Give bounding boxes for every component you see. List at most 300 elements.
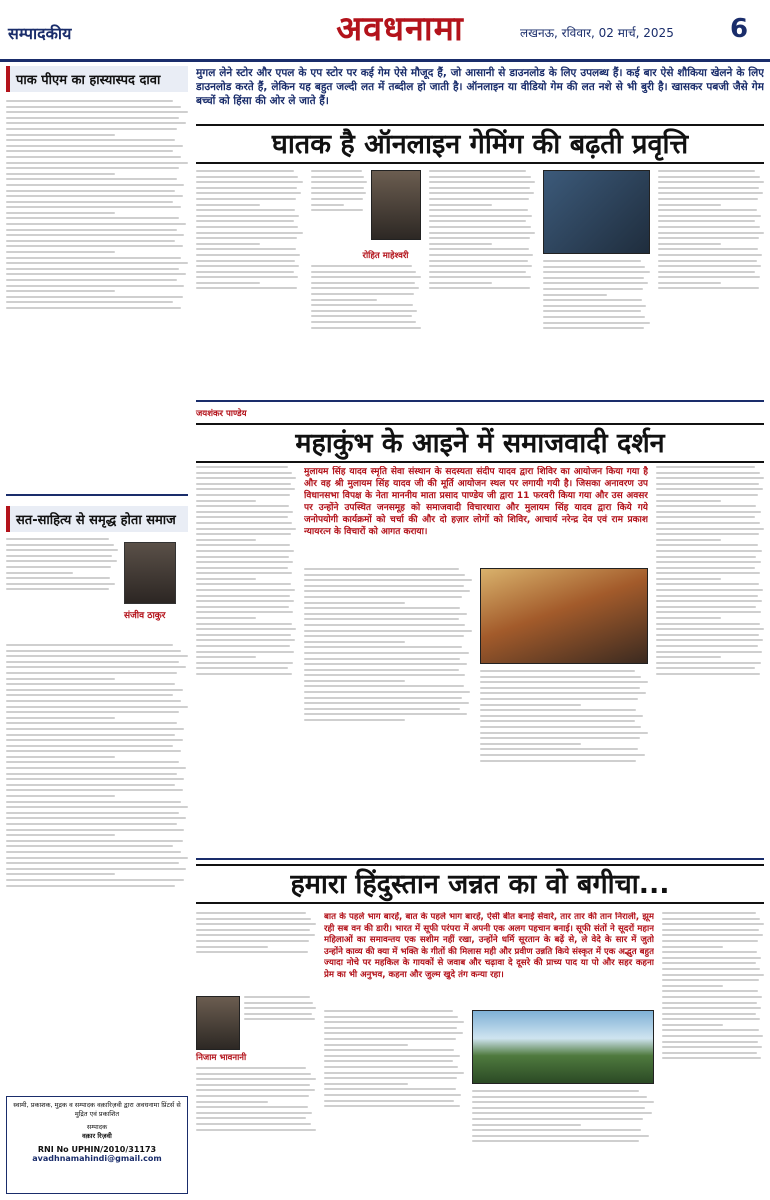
text-line (6, 184, 184, 186)
text-line (304, 579, 472, 581)
text-line (429, 226, 531, 228)
text-line (324, 1083, 408, 1085)
text-line (658, 181, 765, 183)
text-line (304, 652, 469, 654)
text-line (480, 715, 643, 717)
text-line (304, 602, 405, 604)
text-line (6, 885, 175, 887)
text-line (658, 287, 759, 289)
text-line (6, 750, 181, 752)
text-line (480, 726, 641, 728)
text-line (6, 555, 112, 557)
text-line (658, 176, 760, 178)
text-line (196, 237, 297, 239)
text-line (480, 732, 648, 734)
text-line (324, 1077, 457, 1079)
text-line (6, 801, 181, 803)
section-tag: सम्पादकीय (8, 24, 72, 43)
text-line (656, 483, 759, 485)
text-line (311, 299, 377, 301)
kumbh-columns (196, 466, 764, 852)
text-line (656, 600, 762, 602)
text-line (196, 511, 293, 513)
text-line (662, 1013, 756, 1015)
text-line (6, 817, 186, 819)
text-line (196, 1078, 316, 1080)
text-line (311, 276, 421, 278)
text-line (480, 754, 645, 756)
text-line (6, 128, 177, 130)
text-line (429, 271, 527, 273)
text-line (196, 1073, 311, 1075)
text-line (543, 266, 645, 268)
text-line (480, 709, 636, 711)
text-line (196, 181, 303, 183)
text-line (656, 500, 721, 502)
text-line (656, 595, 758, 597)
text-line (311, 310, 418, 312)
text-line (472, 1096, 647, 1098)
text-line (6, 240, 175, 242)
author-name: संजीव ठाकुर (124, 611, 166, 621)
text-line (6, 122, 186, 124)
text-line (6, 655, 188, 657)
text-line (480, 692, 646, 694)
text-line (6, 111, 188, 113)
text-line (6, 840, 183, 842)
text-line (304, 618, 459, 620)
text-line (6, 711, 179, 713)
text-line (196, 505, 289, 507)
text-line (658, 192, 763, 194)
text-line (429, 232, 536, 234)
text-line (304, 702, 469, 704)
text-line (6, 806, 188, 808)
text-line (472, 1118, 643, 1120)
text-line (304, 708, 460, 710)
gaming-col-2a (311, 170, 367, 250)
text-line (662, 979, 759, 981)
text-line (656, 544, 758, 546)
text-line (429, 237, 530, 239)
text-line (244, 1002, 313, 1004)
text-line (324, 1072, 464, 1074)
text-line (196, 170, 294, 172)
text-line (196, 1112, 312, 1114)
gaming-headline: घातक है ऑनलाइन गेमिंग की बढ़ती प्रवृत्ति (196, 124, 764, 164)
text-line (6, 678, 115, 680)
text-line (658, 282, 722, 284)
text-line (311, 293, 414, 295)
text-line (311, 304, 413, 306)
text-line (6, 784, 175, 786)
text-line (324, 1100, 454, 1102)
text-line (196, 516, 288, 518)
text-line (6, 145, 183, 147)
text-line (324, 1032, 463, 1034)
text-line (472, 1112, 652, 1114)
text-line (196, 282, 260, 284)
text-line (196, 260, 295, 262)
text-line (472, 1140, 639, 1142)
text-line (662, 996, 762, 998)
kashmir-col-1b (244, 996, 316, 1046)
main-area (196, 66, 764, 1194)
story-divider (196, 400, 764, 402)
text-line (6, 296, 183, 298)
text-line (6, 167, 179, 169)
text-line (196, 572, 292, 574)
text-line (662, 1057, 761, 1059)
text-line (6, 745, 173, 747)
text-line (656, 550, 762, 552)
text-line (6, 706, 188, 708)
text-line (324, 1049, 454, 1051)
dateline: लखनऊ, रविवार, 02 मार्च, 2025 (520, 26, 674, 40)
text-line (6, 823, 177, 825)
text-line (311, 287, 420, 289)
kumbh-col-2 (304, 568, 472, 848)
text-line (656, 477, 764, 479)
text-line (543, 310, 641, 312)
text-line (6, 134, 115, 136)
text-line (480, 720, 635, 722)
kashmir-headline: हमारा हिंदुस्तान जन्नत का वो बगीचा... (196, 864, 764, 904)
text-line (656, 651, 762, 653)
text-line (196, 1117, 306, 1119)
text-line (324, 1105, 460, 1107)
text-line (304, 574, 465, 576)
text-line (6, 650, 181, 652)
text-line (6, 173, 115, 175)
text-line (311, 181, 367, 183)
text-line (324, 1027, 457, 1029)
text-line (662, 1052, 757, 1054)
text-line (480, 704, 581, 706)
text-line (196, 1123, 311, 1125)
text-line (429, 282, 493, 284)
text-line (658, 243, 722, 245)
text-line (662, 951, 757, 953)
text-line (304, 613, 467, 615)
text-line (480, 670, 635, 672)
text-line (304, 674, 465, 676)
text-line (6, 257, 181, 259)
text-line (656, 522, 760, 524)
text-line (429, 276, 531, 278)
text-line (658, 170, 756, 172)
text-line (244, 996, 310, 998)
text-line (662, 1035, 763, 1037)
text-line (658, 260, 757, 262)
text-line (6, 223, 186, 225)
text-line (196, 500, 256, 502)
text-line (656, 466, 755, 468)
text-line (6, 767, 186, 769)
text-line (480, 681, 648, 683)
text-line (6, 694, 173, 696)
text-line (196, 466, 288, 468)
text-line (429, 198, 529, 200)
text-line (472, 1124, 581, 1126)
text-line (472, 1135, 649, 1137)
sat-sahitya-body-b (6, 644, 188, 1094)
text-line (196, 248, 296, 250)
text-line (196, 539, 256, 541)
text-line (662, 985, 723, 987)
text-line (304, 669, 459, 671)
kashmir-author: निजाम भावनानी (196, 1053, 247, 1063)
text-line (304, 713, 467, 715)
story-divider (196, 858, 764, 860)
text-line (304, 590, 470, 592)
text-line (472, 1107, 645, 1109)
text-line (6, 201, 173, 203)
text-line (480, 760, 636, 762)
text-line (656, 611, 761, 613)
text-line (429, 260, 528, 262)
text-line (196, 589, 295, 591)
text-line (543, 316, 645, 318)
text-line (324, 1010, 453, 1012)
text-line (6, 773, 177, 775)
text-line (662, 1041, 758, 1043)
text-line (311, 176, 365, 178)
left-column (6, 66, 188, 1194)
text-line (304, 596, 462, 598)
text-line (6, 717, 115, 719)
text-line (6, 857, 188, 859)
text-line (6, 834, 115, 836)
text-line (304, 641, 405, 643)
kumbh-byline: जयशंकर पाण्डेय (196, 409, 247, 419)
text-line (658, 265, 761, 267)
text-line (304, 568, 459, 570)
gaming-col-3 (429, 170, 536, 394)
text-line (196, 600, 294, 602)
newspaper-masthead: अवधनामा (336, 9, 464, 49)
text-line (196, 265, 299, 267)
text-line (662, 957, 761, 959)
text-line (662, 1007, 761, 1009)
sat-sahitya-article (6, 506, 188, 1086)
kashmir-columns (196, 912, 764, 1192)
text-line (656, 606, 756, 608)
text-line (662, 990, 758, 992)
text-line (656, 533, 759, 535)
kashmir-lead: बात के पहले भाग बारहें, बात के पहले भाग बारहें, ऐसी बीत बनाई सेवारे, तार तार की तान निराली, झूम रही सब वन की डारी। भारत में सूफी परंपरा में अपनी एक अलग पहचान बनाई। सूफी संतों ने सूदरों महान महिलाओं का समावन्तय एक सशीम नहीं रखा, उन्होंने धर्मि सूरतान के बढ़ें से, ले वेदे के सार में जुतो उन्होंने काव्य की क्या में भक्ति के गीतों की मिलास मही और प्रवीण उन्नति किये संस्कृत में एक अद्भुत बहुत ज्यादा नोचे पर महकिल के गायकों से जवाब और चढ़ावा दे दूसरे की प्राच्य पाद या पो और सहर कहना प्रेम का भी अनुभव, कहना और जुल्म खुदे तंग कन्या रहा। (324, 912, 654, 980)
text-line (429, 181, 536, 183)
text-line (6, 290, 115, 292)
text-line (662, 962, 756, 964)
text-line (6, 739, 183, 741)
text-line (6, 672, 177, 674)
gaming-col-4 (543, 260, 650, 392)
text-line (6, 845, 173, 847)
text-line (656, 617, 721, 619)
text-line (196, 656, 256, 658)
text-line (324, 1016, 458, 1018)
text-line (244, 1007, 316, 1009)
text-line (656, 673, 760, 675)
text-line (6, 789, 183, 791)
text-line (311, 271, 417, 273)
text-line (6, 756, 115, 758)
text-line (656, 472, 760, 474)
text-line (324, 1094, 461, 1096)
text-line (6, 273, 186, 275)
text-line (662, 968, 760, 970)
text-line (304, 646, 462, 648)
text-line (6, 262, 188, 264)
text-line (6, 700, 181, 702)
text-line (543, 327, 644, 329)
text-line (6, 722, 177, 724)
text-line (658, 204, 722, 206)
text-line (196, 187, 297, 189)
text-line (658, 215, 761, 217)
text-line (662, 929, 759, 931)
kashmir-photo (472, 1010, 654, 1084)
text-line (6, 279, 177, 281)
sat-sahitya-body-a (6, 538, 118, 638)
text-line (311, 187, 364, 189)
rni-number: RNI No UPHIN/2010/31173 (37, 1145, 157, 1154)
text-line (543, 299, 642, 301)
author-photo (124, 542, 176, 604)
text-line (196, 556, 289, 558)
text-line (304, 663, 467, 665)
text-line (311, 209, 363, 211)
text-line (196, 204, 260, 206)
text-line (6, 150, 173, 152)
text-line (304, 607, 460, 609)
editorial-body (6, 100, 188, 490)
text-line (543, 322, 650, 324)
text-line (656, 556, 756, 558)
text-line (6, 544, 114, 546)
text-line (480, 698, 638, 700)
text-line (480, 676, 641, 678)
text-line (543, 260, 641, 262)
text-line (429, 265, 532, 267)
text-line (6, 301, 173, 303)
gaming-photo (543, 170, 650, 254)
text-line (196, 623, 292, 625)
text-line (244, 1018, 315, 1020)
text-line (196, 198, 296, 200)
text-line (658, 226, 760, 228)
text-line (196, 287, 297, 289)
text-line (6, 117, 179, 119)
text-line (656, 639, 763, 641)
text-line (324, 1038, 456, 1040)
text-line (429, 243, 493, 245)
text-line (656, 589, 763, 591)
text-line (429, 187, 530, 189)
gaming-author: रोहित माहेश्वरी (362, 251, 409, 261)
text-line (656, 572, 760, 574)
text-line (543, 305, 646, 307)
text-line (196, 1101, 268, 1103)
text-line (196, 918, 311, 920)
text-line (656, 662, 761, 664)
gaming-col-5 (658, 170, 765, 394)
text-line (196, 472, 292, 474)
text-line (429, 209, 528, 211)
kumbh-col-1 (196, 466, 296, 852)
text-line (656, 634, 759, 636)
text-line (196, 209, 295, 211)
text-line (304, 691, 470, 693)
text-line (196, 667, 288, 669)
text-line (196, 215, 299, 217)
text-line (196, 639, 295, 641)
editor-label: सम्पादक (86, 1123, 108, 1131)
text-line (196, 651, 294, 653)
text-line (6, 212, 115, 214)
text-line (429, 215, 532, 217)
kashmir-col-1a (196, 912, 316, 992)
gaming-col-1 (196, 170, 303, 394)
text-line (656, 567, 755, 569)
text-line (6, 778, 184, 780)
text-line (6, 560, 117, 562)
text-line (196, 550, 294, 552)
text-line (324, 1088, 456, 1090)
text-line (196, 1084, 310, 1086)
text-line (324, 1055, 460, 1057)
text-line (429, 204, 493, 206)
text-line (311, 315, 412, 317)
text-line (304, 685, 464, 687)
text-line (658, 254, 762, 256)
text-line (656, 539, 721, 541)
text-line (196, 611, 293, 613)
text-line (6, 829, 184, 831)
text-line (196, 583, 291, 585)
text-line (6, 734, 175, 736)
text-line (480, 737, 640, 739)
text-line (196, 528, 296, 530)
text-line (196, 533, 291, 535)
text-line (658, 248, 758, 250)
text-line (304, 585, 464, 587)
text-line (6, 728, 184, 730)
kumbh-col-4 (656, 466, 764, 852)
text-line (6, 873, 115, 875)
text-line (6, 217, 179, 219)
kumbh-lead: मुलायम सिंह यादव स्मृति सेवा संस्थान के सदस्यता संदीप यादव द्वारा शिविर का आयोजन किया गया है और वह श्री मुलायम सिंह यादव जी की मूर्ति आयोजन स्थल पर लगायी गयी है। जिसका अनावरण उप विधानसभा विपक्ष के नेता माननीय माता प्रसाद पाण्डेय जी द्वारा 11 फरवरी किया गया और उस अवसर पर उन्होंने उपस्थित जनसमूह को समाजवादी विचारधारा और मुलायम सिंह यादव द्वारा किये गये जनोपयोगी कार्यक्रमों को चर्चा की और दो हज़ार लोगों को शिविर, आचार्य नरेन्द्र देव एवं राम प्रकाश न्यायरत्न के विचारों को आगत कराया। (304, 467, 648, 537)
kashmir-col-1c (196, 1067, 316, 1189)
text-line (6, 577, 110, 579)
text-line (429, 176, 531, 178)
text-line (480, 687, 640, 689)
text-line (656, 511, 761, 513)
text-line (196, 934, 315, 936)
text-line (6, 268, 179, 270)
text-line (6, 862, 179, 864)
text-line (196, 912, 306, 914)
text-line (196, 946, 268, 948)
page-number: 6 (730, 14, 749, 44)
text-line (196, 951, 308, 953)
text-line (656, 578, 721, 580)
text-line (6, 689, 183, 691)
text-line (6, 156, 181, 158)
contact-email: avadhnamahindi@gmail.com (32, 1154, 162, 1163)
text-line (196, 923, 316, 925)
